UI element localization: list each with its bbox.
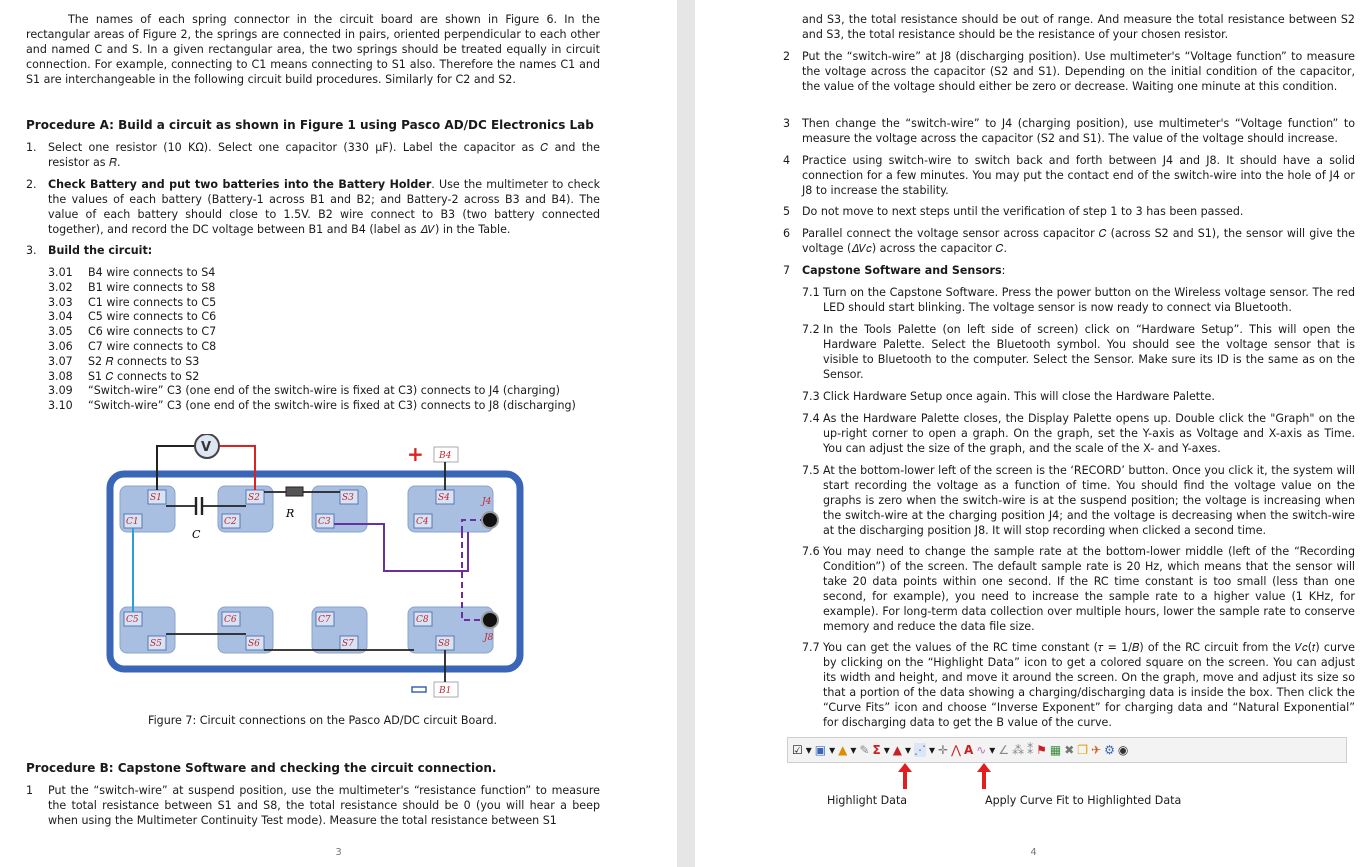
procedure-b-title: Procedure B: Capstone Software and checking the circuit connection. xyxy=(26,761,497,775)
label-c5: C5 xyxy=(126,615,139,625)
resistor-body xyxy=(286,487,303,496)
battery-minus-icon xyxy=(412,687,426,692)
step-text: Do not move to next steps until the verification of step 1 to 3 has been passed. xyxy=(802,205,1244,218)
voltmeter-label: V xyxy=(201,440,212,455)
bookmark-icon[interactable]: ⚑ xyxy=(1036,743,1047,757)
step-b1-text: Put the “switch-wire” at suspend position, use the multimeter's “resistance function” to measure the total resistance between S1 and S8, the total resistance should be 0 (you will hear a beep when using the Multimeter Continuity Test mode). Measure the total resistance between S1 xyxy=(48,784,600,827)
capacitor-label: C xyxy=(192,528,201,541)
highlight-data-label: Highlight Data xyxy=(827,794,908,807)
gear-icon[interactable]: ⚙ xyxy=(1104,743,1115,757)
step-text: Put the “switch-wire” at J8 (discharging position). Use multimeter's “Voltage function” to measure the voltage across the capacitor (S2 and S1). Depending on the initial condition of the capacitor, the value of the voltage should either be zero or decrease. Waiting one minute at this condition. xyxy=(802,50,1355,93)
annotation-icon[interactable]: A xyxy=(963,743,974,757)
figure-caption: Figure 7: Circuit connections on the Pasco AD/DC circuit Board. xyxy=(148,714,498,727)
step-7-title xyxy=(802,263,1005,278)
waveform-icon[interactable]: ∿ xyxy=(976,743,987,757)
substep-number: 7.1 xyxy=(802,286,820,299)
battery-b1-label: B1 xyxy=(439,686,452,696)
voltmeter-wire-black xyxy=(157,446,195,490)
substep-text: You may need to change the sample rate at the bottom-lower middle (left of the “Recording Condition”) of the screen. The default sample rate is 20 Hz, which means that the sensor will take 20 data points within one second. If the RC time constant is too small (less than one second, for example), you need to increase the sample rate to a higher value (1 KHz, for example). For long-term data collection over multiple hours, lower the sample rate to conserve memory and reduce the data file size. xyxy=(823,545,1355,633)
continued-paragraph: and S3, the total resistance should be out of range. And measure the total resistance between S2 and S3, the total resistance should be the resistance of your chosen resistor. xyxy=(802,13,1355,41)
crosshair-icon[interactable]: ✛ xyxy=(938,743,949,757)
label-j4: J4 xyxy=(482,497,492,507)
label-s3: S3 xyxy=(342,493,354,503)
substep-number: 3.02 xyxy=(48,280,73,294)
eye-icon[interactable]: ◉ xyxy=(1117,743,1129,757)
substep-number: 7.7 xyxy=(802,641,820,654)
battery-b4-label: B4 xyxy=(439,451,452,461)
curvefit-arrow-icon xyxy=(974,763,994,789)
label-c6: C6 xyxy=(224,615,237,625)
substep-number: 7.6 xyxy=(802,545,820,558)
substep-number: 7.5 xyxy=(802,464,820,477)
substep-number: 3.01 xyxy=(48,266,73,279)
step-a2-bold: Check Battery and put two batteries into the Battery Holder xyxy=(48,178,432,191)
jack-j4-icon xyxy=(482,512,498,528)
substep-text: “Switch-wire” C3 (one end of the switch-wire is fixed at C3) connects to J8 (discharging) xyxy=(88,399,576,413)
step-number: 2 xyxy=(783,50,791,63)
substep-number: 7.4 xyxy=(802,412,820,425)
label-s5: S5 xyxy=(150,639,162,649)
highlight-arrow-icon xyxy=(895,763,915,789)
substep-text: B1 wire connects to S8 xyxy=(88,280,216,294)
label-s7: S7 xyxy=(342,639,354,649)
delete-icon[interactable]: ✖ xyxy=(1064,743,1075,757)
label-c8: C8 xyxy=(416,615,429,625)
substep-number: 3.04 xyxy=(48,310,73,324)
step-a2-text xyxy=(48,177,600,237)
step-a1-number: 1. xyxy=(26,141,37,154)
substep-number: 3.08 xyxy=(48,369,73,383)
step-a3-number: 3. xyxy=(26,244,37,257)
intro-paragraph: The names of each spring connector in the circuit board are shown in Figure 6. In the rectangular areas of Figure 2, the springs are connected in pairs, oriented perpendicular to each other and named C and S. In a given rectangular area, the two springs should be treated equally in circuit connection. For example, connecting to C1 means connecting to S1 also. Therefore the names C1 and S1 are interchangeable in the following circuit build procedures. Similarly for C2 and S2. xyxy=(26,13,600,86)
step-text: Practice using switch-wire to switch back and forth between J4 and J8. It should have a solid connection for a few minutes. You may put the contact end of the switch-wire into the hole of J4 or J8 to increase the stability. xyxy=(802,154,1355,197)
capstone-toolbar xyxy=(787,737,1347,763)
curve-fit-icon[interactable]: ⋰ xyxy=(914,743,926,757)
coord2-icon[interactable]: ⁑ xyxy=(1027,743,1034,757)
substep-number: 3.09 xyxy=(48,384,73,398)
copy-icon[interactable]: ❐ xyxy=(1077,743,1089,757)
triangle-icon[interactable]: ▲ xyxy=(892,743,902,757)
substep-text: C6 wire connects to C7 xyxy=(88,325,217,339)
label-s4: S4 xyxy=(438,493,450,503)
highlight-data-icon[interactable]: ✎ xyxy=(859,743,870,757)
step-7-number: 7 xyxy=(783,264,791,277)
step-a2-rest: . Use the multimeter to check the values of each battery (Battery-1 across B1 and B2; and Battery-2 across B3 and B4). The value of each battery should close to 1.5V. B2 wire connect to B3 (two battery connected together), and record the DC voltage between B1 and B4 (label as 𝛥𝑉) in the Table. xyxy=(48,178,600,236)
label-c7: C7 xyxy=(318,615,331,625)
battery-plus-icon: + xyxy=(407,442,424,466)
substep-text: Turn on the Capstone Software. Press the power button on the Wireless voltage sensor. The red LED should start blinking. The voltage sensor is now ready to connect via Bluetooth. xyxy=(823,286,1355,314)
step-text: Then change the “switch-wire” to J4 (charging position), use multimeter's “Voltage function” to measure the voltage across the capacitor (S2 and S1). The value of the voltage should increase. xyxy=(802,117,1355,145)
resistor-label: R xyxy=(286,507,295,520)
step-a1-text: Select one resistor (10 KΩ). Select one capacitor (330 µF). Label the capacitor as 𝐶 and the resistor as 𝑅. xyxy=(48,141,600,169)
page-number: 4 xyxy=(1030,847,1037,858)
substep-number: 3.05 xyxy=(48,325,73,339)
step-a2-number: 2. xyxy=(26,178,37,191)
label-c2: C2 xyxy=(224,517,237,527)
dropdown-icon[interactable]: ▾ xyxy=(805,743,812,757)
page-3 xyxy=(0,0,677,867)
color-icon[interactable]: ▲ xyxy=(838,743,848,757)
dropdown-icon[interactable]: ▾ xyxy=(989,743,996,757)
dropdown-icon[interactable]: ▾ xyxy=(904,743,911,757)
substep-text: C7 wire connects to C8 xyxy=(88,340,217,353)
step-number: 4 xyxy=(783,154,791,167)
substep-text: “Switch-wire” C3 (one end of the switch-wire is fixed at C3) connects to J4 (charging) xyxy=(88,384,560,398)
jack-j8-icon xyxy=(482,612,498,628)
substep-text: At the bottom-lower left of the screen is the ‘RECORD’ button. Once you click it, the system will start recording the voltage as a function of time. You should find the voltage value on the graphs is zero when the switch-wire is at the suspend position; the voltage is increasing when the switch-wire at the charging position J4; and the voltage is decreasing when the switch-wire at the discharging position J8. It will stop recording when clicked a second time. xyxy=(823,464,1355,537)
label-c4: C4 xyxy=(416,517,429,527)
voltmeter-wire-red xyxy=(219,446,255,490)
curve-fit-label: Apply Curve Fit to Highlighted Data xyxy=(985,794,1182,807)
angle-icon[interactable]: ∠ xyxy=(998,743,1010,757)
slope-icon[interactable]: ⋀ xyxy=(951,743,961,757)
dropdown-icon[interactable]: ▾ xyxy=(929,743,936,757)
dropdown-icon[interactable]: ▾ xyxy=(829,743,836,757)
substep-text: Click Hardware Setup once again. This will close the Hardware Palette. xyxy=(823,390,1215,403)
table-icon[interactable]: ☑ xyxy=(792,743,803,757)
substep-text: C1 wire connects to C5 xyxy=(88,295,217,309)
procedure-a-title: Procedure A: Build a circuit as shown in Figure 1 using Pasco AD/DC Electronics Lab xyxy=(26,118,594,132)
label-c3: C3 xyxy=(318,517,331,527)
dropdown-icon[interactable]: ▾ xyxy=(850,743,857,757)
sigma-icon[interactable]: Σ xyxy=(872,743,881,757)
circuit-figure xyxy=(100,434,530,704)
step-7-colon: : xyxy=(1001,264,1006,277)
coord-icon[interactable]: ⁂ xyxy=(1012,743,1025,757)
substep-text: In the Tools Palette (on left side of screen) click on “Hardware Setup”. This will open the Hardware Palette. Select the Bluetooth symbol. You should see the voltage sensor that is visible to Bluetooth to the computer. Select the Sensor. Make sure its ID is the same as on the Sensor. xyxy=(823,323,1355,381)
substep-number: 3.07 xyxy=(48,354,73,368)
page-number: 3 xyxy=(335,847,342,858)
substep-text: You can get the values of the RC time constant (𝜏 = 1/𝐵) of the RC circuit from the 𝑉𝑐(𝑡) curve by clicking on the “Highlight Data” icon to get a colored square on the screen. You can adjust its width and height, and move it around the screen. On the graph, move and adjust its size so that a portion of the data showing a charging/discharging data is inside the box. Then click the “Curve Fits” icon and choose “Inverse Exponent” for charging data and “Natural Exponential” for discharging data to get the B value of the curve. xyxy=(823,641,1355,729)
substep-text: S2 𝑅 connects to S3 xyxy=(88,354,200,368)
label-s8: S8 xyxy=(438,639,450,649)
substep-number: 3.10 xyxy=(48,399,73,413)
grid-icon[interactable]: ▦ xyxy=(1049,743,1062,757)
step-number: 3 xyxy=(783,117,791,130)
substep-number: 7.3 xyxy=(802,390,820,403)
substep-number: 3.03 xyxy=(48,295,73,309)
step-number: 5 xyxy=(783,205,791,218)
step-7-bold: Capstone Software and Sensors xyxy=(802,264,1002,277)
substep-text: C5 wire connects to C6 xyxy=(88,310,217,324)
label-s6: S6 xyxy=(248,639,260,649)
substep-text: S1 𝐶 connects to S2 xyxy=(88,369,200,383)
step-b1-number: 1 xyxy=(26,784,34,797)
step-number: 6 xyxy=(783,227,791,240)
step-a3-text: Build the circuit: xyxy=(48,244,153,257)
dropdown-icon[interactable]: ▾ xyxy=(883,743,890,757)
label-s2: S2 xyxy=(248,493,260,503)
substep-number: 7.2 xyxy=(802,323,820,336)
label-c1: C1 xyxy=(126,517,139,527)
substep-number: 3.06 xyxy=(48,340,73,353)
display-icon[interactable]: ▣ xyxy=(814,743,827,757)
substep-text: B4 wire connects to S4 xyxy=(88,266,216,279)
pin-icon[interactable]: ✈ xyxy=(1091,743,1102,757)
label-s1: S1 xyxy=(150,493,162,503)
substep-text: As the Hardware Palette closes, the Display Palette opens up. Double click the "Graph" on the up-right corner to open a graph. On the graph, set the Y-axis as Voltage and X-axis as Time. You can adjust the size of the graph, and the scale of the X- and Y-axes. xyxy=(823,412,1355,455)
label-j8: J8 xyxy=(484,633,494,643)
step-text: Parallel connect the voltage sensor across capacitor 𝐶 (across S2 and S1), the sensor will give the voltage (𝛥𝑉𝑐) across the capacitor 𝐶. xyxy=(802,227,1355,255)
